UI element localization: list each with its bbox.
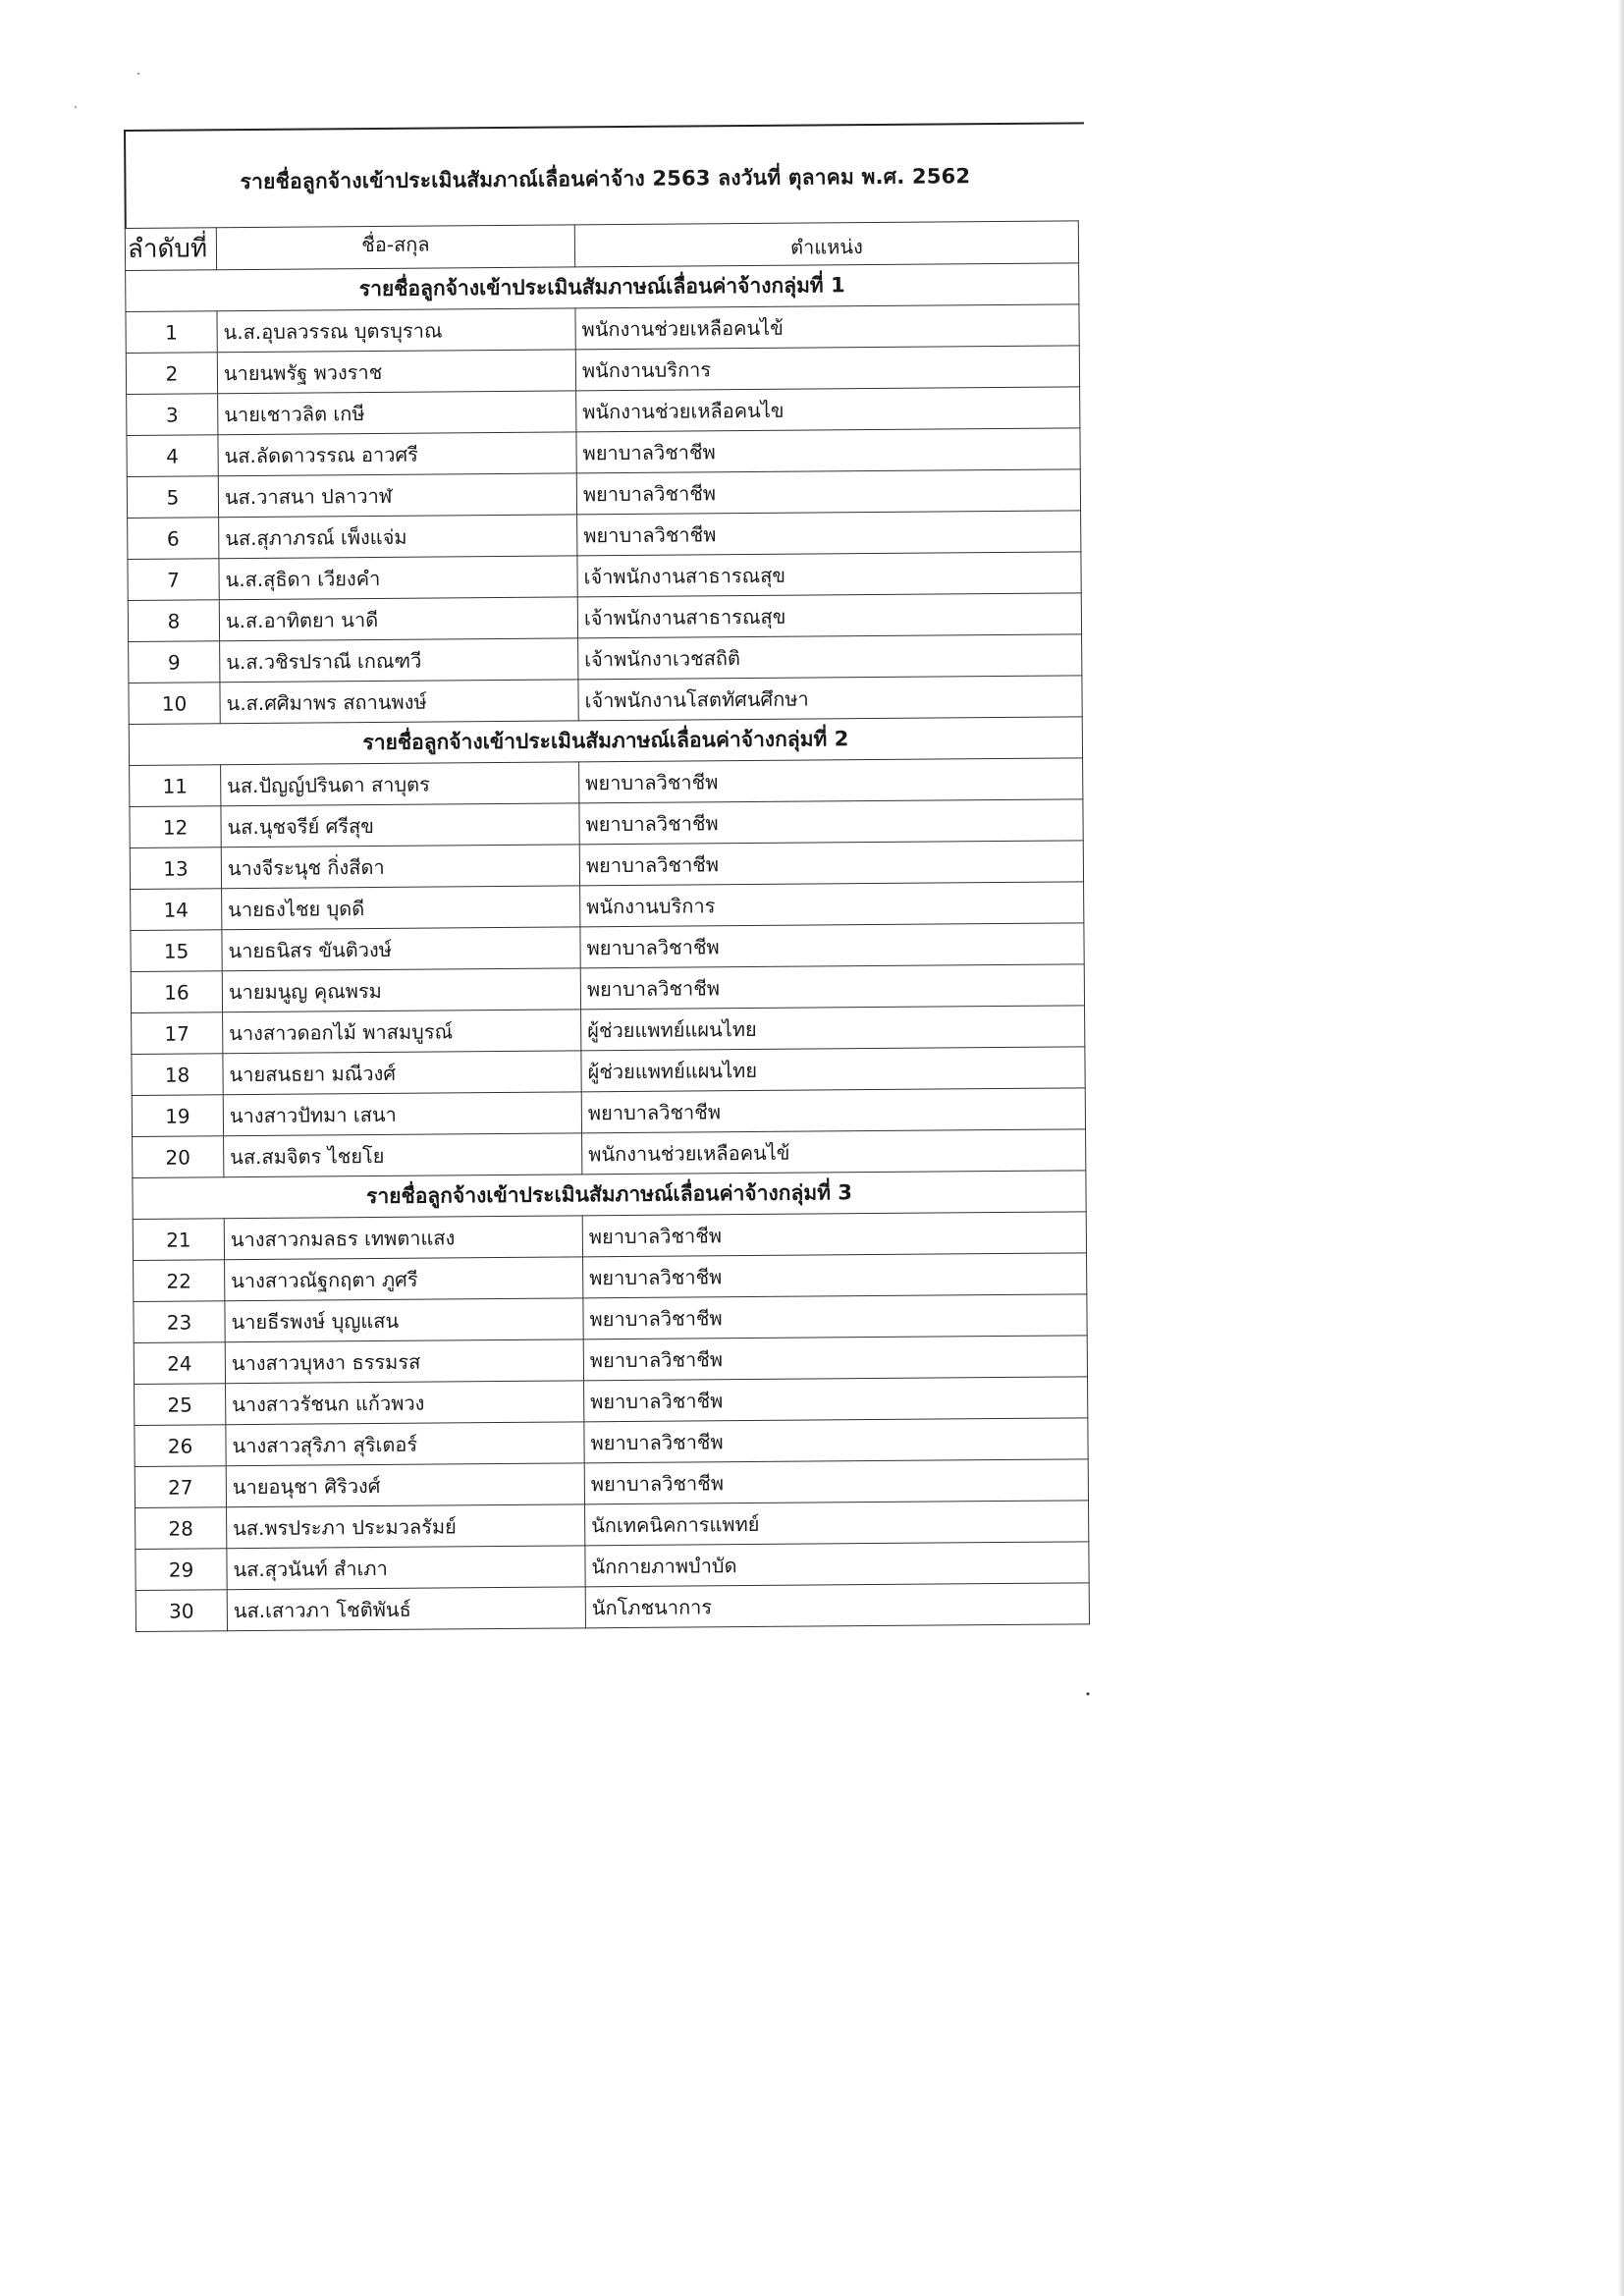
row-number: 23 [134, 1301, 225, 1343]
row-number: 25 [135, 1384, 226, 1426]
header-position: ตำแหน่ง [574, 221, 1078, 267]
row-number: 6 [128, 518, 219, 560]
row-position: นักกายภาพบำบัด [585, 1542, 1089, 1587]
row-number: 1 [126, 311, 217, 354]
row-number: 11 [130, 765, 221, 807]
row-name: น.ส.สุธิดา เวียงคำ [219, 556, 577, 600]
row-name: น.ส.อุบลวรรณ บุตรบุราณ [217, 308, 575, 353]
row-name: นส.วาสนา ปลาวาฬ [218, 473, 576, 518]
row-number: 29 [135, 1549, 227, 1591]
row-number: 2 [126, 353, 217, 395]
row-name: นางสาวดอกไม้ พาสมบูรณ์ [223, 1010, 581, 1054]
row-name: นางสาวปัทมา เสนา [223, 1092, 581, 1136]
row-number: 5 [127, 476, 218, 519]
row-position: เจ้าพนักงานสาธารณสุข [577, 593, 1081, 638]
row-name: นส.ปัญญ์ปรินดา สาบุตร [221, 762, 579, 806]
row-name: นส.นุชจรีย์ ศรีสุข [221, 803, 579, 847]
row-position: พยาบาลวิชาชีพ [583, 1336, 1087, 1381]
header-name: ชื่อ-สกุล [216, 225, 574, 270]
row-position: พนักงานช่วยเหลือคนไข [576, 387, 1080, 432]
row-name: นางสาวบุหงา ธรรมรส [225, 1339, 583, 1384]
row-number: 30 [135, 1590, 227, 1632]
row-number: 19 [132, 1095, 223, 1137]
row-name: นายสนธยา มณีวงศ์ [223, 1051, 581, 1095]
scan-dot [1087, 1692, 1090, 1695]
document-title: รายชื่อลูกจ้างเข้าประเมินสัมภาณ์เลื่อนค่าจ้าง 2563 ลงวันที่ ตุลาคม พ.ศ. 2562 [240, 164, 971, 194]
row-position: เจ้าพนักงาเวชสถิติ [578, 634, 1082, 680]
row-position: ผู้ช่วยแพทย์แผนไทย [581, 1047, 1085, 1092]
row-name: นส.เสาวภา โชติพันธ์ [227, 1587, 585, 1631]
row-position: พยาบาลวิชาชีพ [576, 469, 1080, 515]
row-number: 9 [129, 641, 220, 683]
table-row [135, 1583, 1089, 1632]
row-position: เจ้าพนักงานสาธารณสุข [577, 552, 1081, 597]
title-box [124, 122, 1085, 228]
row-number: 21 [133, 1219, 224, 1261]
group-label: รายชื่อลูกจ้างเข้าประเมินสัมภาษณ์เลื่อนค่าจ้างกลุ่มที่ 2 [129, 717, 1082, 766]
row-position: พยาบาลวิชาชีพ [579, 799, 1083, 845]
row-number: 27 [135, 1466, 226, 1508]
row-position: ผู้ช่วยแพทย์แผนไทย [581, 1006, 1085, 1051]
row-position: นักโภชนาการ [585, 1583, 1089, 1628]
row-number: 28 [135, 1507, 227, 1550]
row-position: พยาบาลวิชาชีพ [579, 841, 1083, 886]
row-number: 24 [134, 1342, 225, 1385]
row-name: นางสาวกมลธร เทพตาแสง [224, 1216, 582, 1260]
row-name: นายมนูญ คุณพรม [222, 968, 580, 1012]
row-name: นางจีระนุช กิ่งสีดา [221, 845, 579, 889]
row-number: 22 [134, 1260, 225, 1302]
row-number: 18 [132, 1054, 223, 1096]
row-name: นายเชาวลิต เกษี [218, 391, 576, 435]
row-name: น.ส.ศศิมาพร สถานพงษ์ [220, 680, 578, 724]
row-number: 3 [127, 394, 218, 436]
row-number: 12 [130, 806, 221, 848]
row-number: 17 [132, 1012, 223, 1055]
row-name: น.ส.อาทิตยา นาดี [219, 597, 577, 641]
scan-speck [75, 106, 77, 108]
row-number: 7 [128, 559, 219, 601]
row-position: พยาบาลวิชาชีพ [580, 923, 1084, 968]
row-position: พยาบาลวิชาชีพ [584, 1377, 1088, 1422]
row-name: นายธีรพงษ์ บุญแสน [225, 1298, 583, 1342]
scan-edge-shadow [1618, 0, 1624, 2296]
row-name: นส.พรประภา ประมวลรัมย์ [227, 1504, 585, 1549]
row-number: 10 [129, 683, 220, 725]
header-no: ลำดับที่ [125, 228, 216, 271]
row-position: พนักงานบริการ [575, 346, 1079, 391]
document-sheet [124, 122, 1098, 1632]
row-name: น.ส.วชิรปราณี เกณฑวี [220, 638, 578, 683]
table-body [126, 263, 1090, 1632]
group-label: รายชื่อลูกจ้างเข้าประเมินสัมภาษณ์เลื่อนค่าจ้างกลุ่มที่ 3 [133, 1171, 1086, 1220]
row-number: 13 [130, 847, 221, 890]
row-position: พนักงานช่วยเหลือคนไข้ [582, 1129, 1086, 1175]
row-name: นางสาวณัฐกฤตา ภูศรี [225, 1257, 583, 1301]
row-name: นายอนุชา ศิริวงศ์ [226, 1463, 584, 1507]
row-position: พยาบาลวิชาชีพ [580, 964, 1084, 1010]
row-name: นส.ลัดดาวรรณ อาวศรี [218, 432, 576, 476]
employee-table [125, 220, 1090, 1632]
scan-speck [137, 73, 139, 75]
row-position: พยาบาลวิชาชีพ [579, 758, 1083, 803]
row-number: 16 [131, 971, 222, 1013]
row-number: 4 [127, 435, 218, 477]
row-position: พยาบาลวิชาชีพ [583, 1253, 1087, 1298]
row-number: 14 [131, 889, 222, 931]
group-label: รายชื่อลูกจ้างเข้าประเมินสัมภาษณ์เลื่อนค่าจ้างกลุ่มที่ 1 [126, 263, 1079, 312]
row-position: พยาบาลวิชาชีพ [582, 1212, 1086, 1257]
row-position: พยาบาลวิชาชีพ [583, 1294, 1087, 1339]
row-position: พยาบาลวิชาชีพ [584, 1459, 1088, 1504]
row-name: นายธนิสร ขันติวงษ์ [222, 927, 580, 971]
row-name: นางสาวสุริภา สุริเตอร์ [226, 1422, 584, 1466]
row-name: นส.สุภาภรณ์ เพ็งแจ่ม [219, 515, 577, 559]
row-number: 20 [133, 1136, 224, 1178]
row-name: นส.สมจิตร ไชยโย [224, 1133, 582, 1177]
row-name: นายนพรัฐ พวงราช [217, 350, 575, 394]
row-number: 8 [128, 600, 219, 642]
row-position: พนักงานบริการ [580, 882, 1084, 927]
row-position: พยาบาลวิชาชีพ [577, 511, 1081, 556]
row-position: พยาบาลวิชาชีพ [581, 1088, 1085, 1133]
header-row [125, 221, 1078, 271]
row-number: 26 [135, 1425, 226, 1467]
row-position: เจ้าพนักงานโสตทัศนศึกษา [578, 676, 1082, 721]
row-name: นางสาวรัชนก แก้วพวง [226, 1381, 584, 1425]
row-position: พยาบาลวิชาชีพ [584, 1418, 1088, 1463]
row-name: นายธงไชย บุดดี [222, 886, 580, 930]
row-position: พนักงานช่วยเหลือคนไข้ [575, 304, 1079, 350]
row-position: พยาบาลวิชาชีพ [576, 428, 1080, 473]
row-number: 15 [131, 930, 222, 972]
row-position: นักเทคนิคการแพทย์ [585, 1501, 1089, 1546]
row-name: นส.สุวนันท์ สำเภา [227, 1546, 585, 1590]
